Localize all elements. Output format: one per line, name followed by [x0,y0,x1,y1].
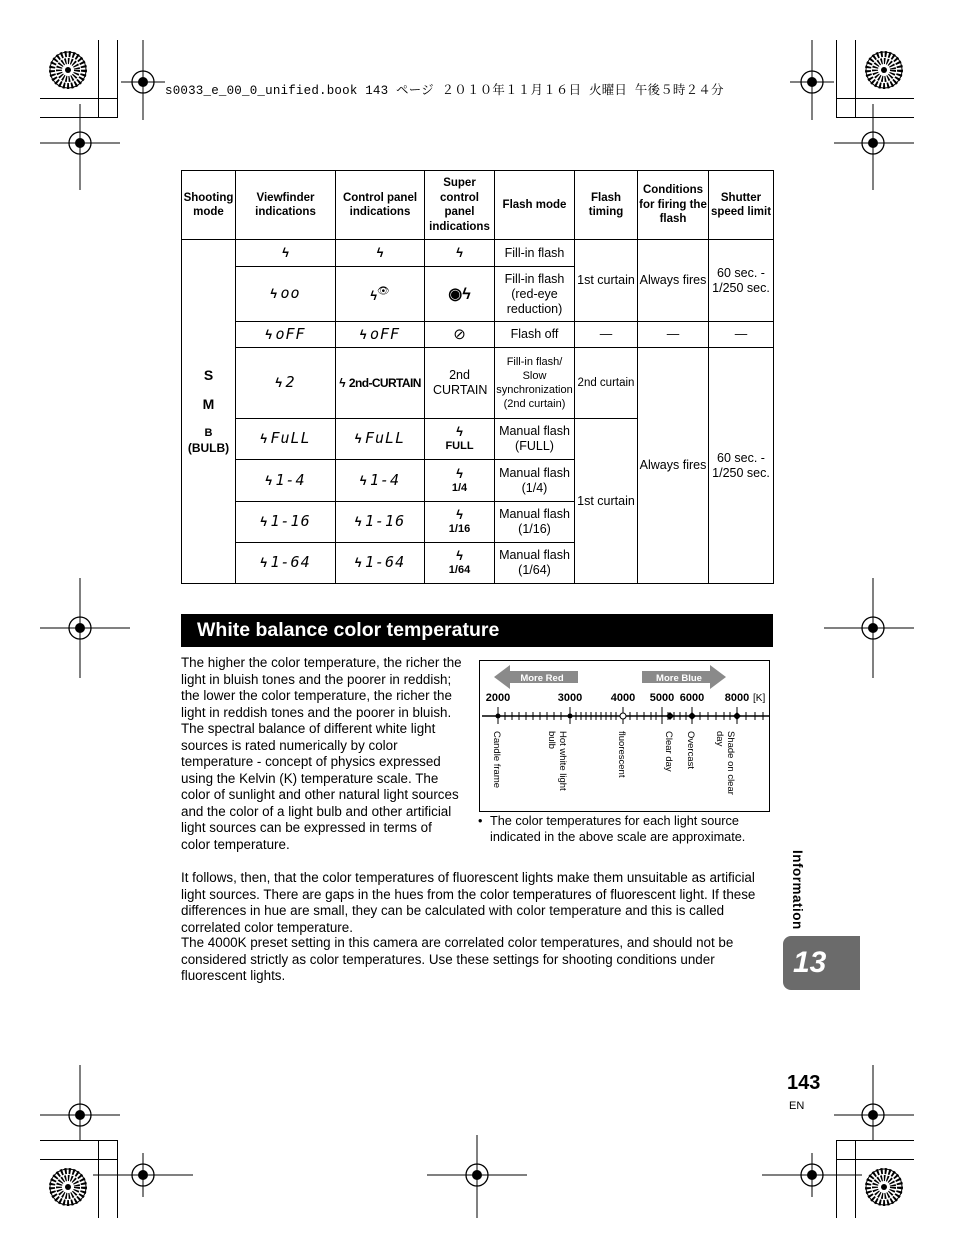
col-control-panel: Control panel indications [336,171,425,240]
section-title: White balance color temperature [181,614,773,647]
col-super-control-panel: Super control panel indications [425,171,495,240]
table-row: S M B (BULB) ϟ ϟ ϟ Fill-in flash 1st curtain Always fires 60 sec. - 1/250 sec. [182,240,774,267]
source-candle: Candle frame [491,731,502,789]
language-code: EN [789,1100,805,1112]
table-row: ϟ 2 ϟ 2nd-CURTAIN 2nd CURTAIN Fill-in flash/ Slow synchronization (2nd curtain) 2nd curtain Always fires 60 sec. - 1/250 sec. [182,348,774,419]
red-eye-icon: ◉ϟ [425,267,495,322]
more-blue-label: More Blue [656,673,702,684]
color-temperature-scale [479,660,770,812]
chapter-tab: 13 [783,936,860,990]
col-shutter-limit: Shutter speed limit [709,171,774,240]
table-row: ϟ oo ϟ👁 ◉ϟ Fill-in flash (red-eye reduction) [182,267,774,322]
scale-note: • The color temperatures for each light source indicated in the above scale are approximate. [478,814,746,844]
body-paragraph-2: It follows, then, that the color temperatures of fluorescent lights make them unsuitable as artificial light sources. There are gaps in the hues from the color temperatures of fluorescent light. If these differences in hue are small, they can be calculated with color temperature and this is called correlated color temperature. [181,870,756,935]
side-label: Information [790,850,805,930]
more-red-label: More Red [520,673,564,684]
page-number: 143 [787,1072,821,1094]
source-fluorescent: fluorescent [616,731,627,778]
red-eye-icon: 👁 [376,286,390,298]
col-viewfinder: Viewfinder indications [236,171,336,240]
flash-icon: ϟ [236,240,336,267]
table-row: ϟ FuLL ϟ FuLL ϟ FULL Manual flash (FULL) 1st curtain [182,419,774,460]
shooting-mode-cell: S M B (BULB) [182,240,236,584]
tick-4000: 4000 [610,692,636,704]
table-header-row [182,171,774,240]
print-header: s0033_e_00_0_unified.book 143 ページ ２０１０年１１月１６日 火曜日 午後５時２４分 [165,84,724,98]
flash-icon: ϟ [425,240,495,267]
intro-paragraph: The higher the color temperature, the richer the light in bluish tones and the poorer in reddish; the lower the color temperature, the richer the light in reddish tones and the poorer in bluish. The spectral balance of different white light sources is rated numerically by color temperature - concept of physics expressed using the Kelvin (K) temperature scale. The color of sunlight and other natural light sources and the color of a light bulb and other artificial light sources can be expressed in terms of color temperature. [181,655,462,852]
flash-icon: ϟ [336,240,425,267]
tick-5000: 5000 [649,692,675,704]
source-overcast: Overcast [685,731,696,770]
table-row: ϟ 1-16 ϟ 1-16 ϟ 1/16 Manual flash (1/16) [182,502,774,543]
flash-mode-table [181,170,774,584]
unit-label: [K] [753,693,766,704]
tick-3000: 3000 [557,692,583,704]
col-flash-timing: Flash timing [575,171,638,240]
flash-off-icon: ⊘ [425,322,495,348]
col-flash-mode: Flash mode [495,171,575,240]
table-row: ϟ 1-4 ϟ 1-4 ϟ 1/4 Manual flash (1/4) [182,460,774,502]
tick-8000: 8000 [724,692,750,704]
col-shooting-mode: Shooting mode [182,171,236,240]
table-row: ϟ 1-64 ϟ 1-64 ϟ 1/64 Manual flash (1/64) [182,543,774,584]
table-row: ϟ oFF ϟ oFF ⊘ Flash off — — — [182,322,774,348]
body-paragraph-3: The 4000K preset setting in this camera are correlated color temperatures, and should not be considered strictly as color temperatures. Use these settings for shooting conditions under fluorescent lights. [181,935,734,983]
col-conditions: Conditions for firing the flash [638,171,709,240]
tick-2000: 2000 [485,692,511,704]
source-shade: Shade on clearday [714,731,736,795]
source-bulb: Hot white lightbulb [546,731,568,791]
source-clear-day: Clear day [663,731,674,772]
tick-6000: 6000 [679,692,705,704]
